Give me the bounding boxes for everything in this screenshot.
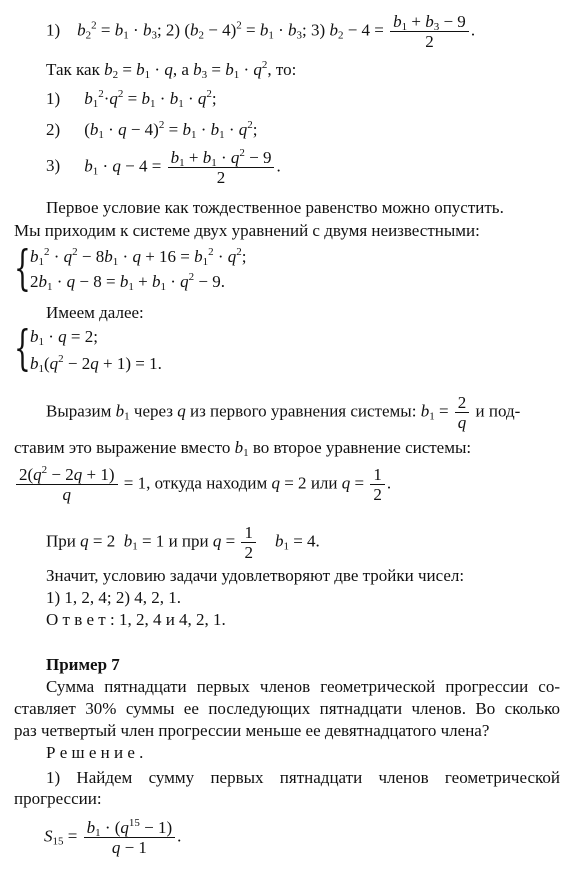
text-line: При q = 2 $b_1 = 1$ и при q = $\frac{1}{2}$ $b_1 = 4$. bbox=[46, 523, 320, 562]
answer-line: О т в е т : 1, 2, 4 и 4, 2, 1. bbox=[46, 610, 226, 629]
solution-label: Р е ш е н и е . bbox=[46, 743, 144, 762]
fraction: $\frac{b_1 + b_3 - 9}{2}$ bbox=[390, 12, 469, 51]
paragraph-line: Значит, условию задачи удовлетворяют две тройки чисел: bbox=[46, 566, 465, 585]
brace-icon: { bbox=[14, 240, 31, 296]
step-line: 1) Найдем сумму первых пятнадцати членов геометрической bbox=[46, 768, 560, 787]
text-line: ставим это выражение вместо $b_1$ во второе уравнение системы: bbox=[14, 438, 472, 459]
system-equation: $2b_1 \cdot q - 8 = b_1 + b_1 \cdot q^2 - 9$. bbox=[30, 271, 225, 293]
equation-1: 1) $b_1^2\cdot q^2 = b_1 \cdot b_1 \cdot q^2$; bbox=[46, 88, 217, 110]
paragraph-line: Мы приходим к системе двух уравнений с двумя неизвестными: bbox=[14, 221, 480, 240]
equation-2: 2) $(b_1 \cdot q - 4)^2 = b_1 \cdot b_1 \cdot q^2$; bbox=[46, 119, 258, 141]
brace-icon: { bbox=[14, 320, 31, 376]
fraction: $\frac{b_1 \cdot (q^{15} - 1)}{q - 1}$ bbox=[84, 818, 176, 857]
equation-3: 3) $b_1 \cdot q - 4$ = $\frac{b_1 + b_1 \cdot q^2 - 9}{2}$ . bbox=[46, 147, 281, 187]
equation-line: $\frac{2(q^2 - 2q + 1)}{q}$ = 1, откуда находим q = 2 или q = $\frac{1}{2}$ . bbox=[14, 465, 391, 504]
fraction: $\frac{2(q^2 - 2q + 1)}{q}$ bbox=[16, 465, 118, 504]
text-line: Выразим $b_1$ через q из первого уравнения системы: $b_1$ = $\frac{2}{q}$ и под- bbox=[46, 393, 521, 432]
system-equation: $b_1(q^2 - 2q + 1) = 1$. bbox=[30, 353, 162, 375]
equations-line-1: 1) $b_2^2 = b_1 \cdot b_3$; 2) $(b_2 - 4)^2 = b_1 \cdot b_3$; 3) $b_2 - 4$ = $\frac{b_1 + b_3 - 9}{2}$ . bbox=[46, 12, 476, 51]
task-line: раз четвертый член прогрессии меньше ее девятнадцатого члена? bbox=[14, 721, 490, 740]
paragraph-line: Первое условие как тождественное равенство можно опустить. bbox=[46, 198, 504, 217]
system-equation: $b_1^2 \cdot q^2 - 8b_1 \cdot q + 16 = b_1^2 \cdot q^2$; bbox=[30, 246, 247, 268]
equation-line: $S_{15}$ = $\frac{b_1 \cdot (q^{15} - 1)}{q - 1}$ . bbox=[44, 817, 182, 857]
fraction: $\frac{1}{2}$ bbox=[241, 523, 256, 562]
text-line: Имеем далее: bbox=[46, 303, 144, 322]
system-equation: $b_1 \cdot q = 2$; bbox=[30, 327, 98, 348]
text-line: Так как $b_2 = b_1 \cdot q$, а $b_3 = b_1 \cdot q^2$, то: bbox=[46, 59, 297, 81]
paragraph-line: 1) 1, 2, 4; 2) 4, 2, 1. bbox=[46, 588, 182, 607]
step-line: прогрессии: bbox=[14, 789, 102, 808]
task-line: ставляет 30% суммы ее последующих пятнадцати членов. Во сколько bbox=[14, 699, 560, 718]
example-title: Пример 7 bbox=[46, 655, 120, 674]
fraction: $\frac{b_1 + b_1 \cdot q^2 - 9}{2}$ bbox=[168, 148, 275, 187]
fraction: $\frac{1}{2}$ bbox=[370, 465, 385, 504]
task-line: Сумма пятнадцати первых членов геометрической прогрессии со- bbox=[46, 677, 560, 696]
fraction: $\frac{2}{q}$ bbox=[455, 393, 470, 432]
